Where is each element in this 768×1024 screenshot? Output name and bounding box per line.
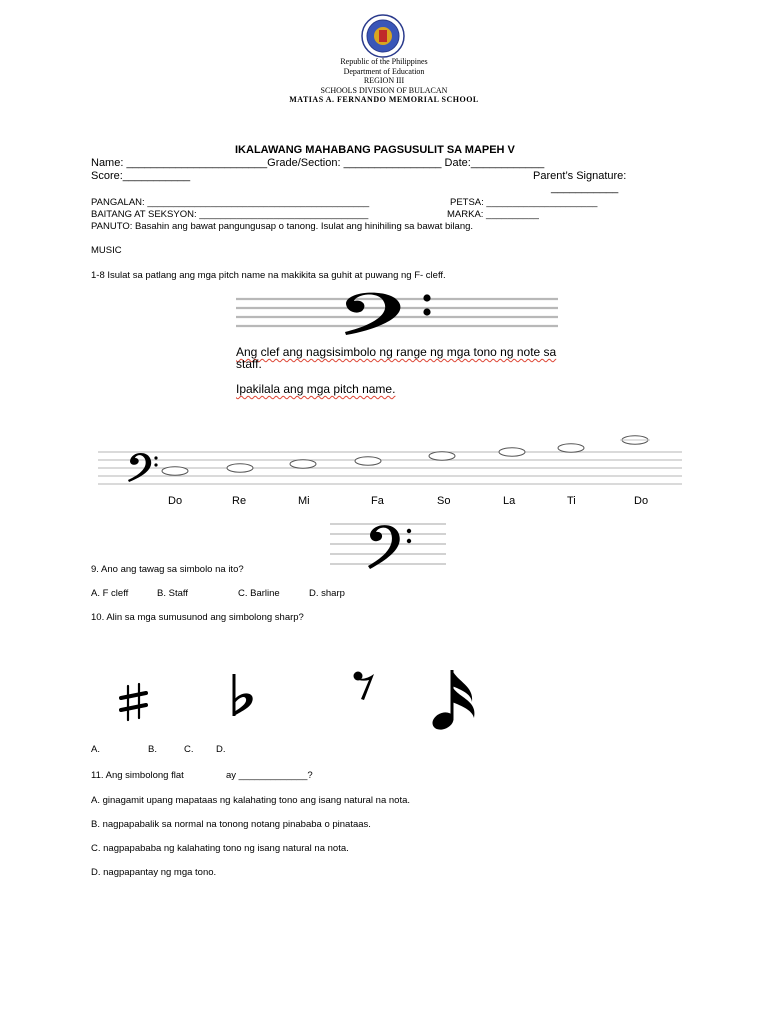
pitch-name: Mi (298, 495, 310, 507)
q10-letter-a: A. (91, 744, 100, 755)
parent-signature-label: Parent’s Signature: (533, 170, 627, 182)
department-line: Department of Education (343, 66, 425, 76)
name-line: Name: _______________________Grade/Section: ________________ Date:____________ (91, 157, 545, 169)
division-line: SCHOOLS DIVISION OF BULACAN (320, 85, 448, 95)
q9-prompt: 9. Ano ang tawag sa simbolo na ito? (91, 564, 244, 575)
sixteenth-note-icon (428, 664, 488, 734)
pitch-name: So (437, 495, 451, 507)
score-line: Score:___________ (91, 170, 191, 182)
q9-choice-a: A. F cleff (91, 588, 129, 599)
parent-signature-blank: ___________ (551, 182, 619, 194)
pitch-name: Do (634, 495, 649, 507)
q10-letter-c: C. (184, 744, 194, 755)
rest-icon (349, 668, 383, 702)
baitang-line: BAITANG AT SEKSYON: ________________________________ (91, 209, 369, 220)
pitch-caption: Ipakilala ang mga pitch name. (236, 382, 396, 396)
note-re (227, 464, 253, 472)
q11-option-b: B. nagpapabalik sa normal na tonong notang pinababa o pinataas. (91, 819, 371, 830)
small-f-clef-image (330, 518, 448, 570)
q10-prompt: 10. Alin sa mga sumusunod ang simbolong sharp? (91, 612, 304, 623)
q11-prompt-start: 11. Ang simbolong flat (91, 770, 184, 781)
marka-line: MARKA: __________ (447, 209, 539, 220)
q11-option-d: D. nagpapantay ng mga tono. (91, 867, 217, 878)
pitch-name: La (503, 495, 516, 507)
f-clef-staff-image (236, 287, 560, 337)
pangalan-line: PANGALAN: __________________________________________ (91, 197, 370, 208)
q1-8-prompt: 1-8 Isulat sa patlang ang mga pitch name na makikita sa guhit at puwang ng F- cleff. (91, 270, 446, 281)
exam-title: IKALAWANG MAHABANG PAGSUSULIT SA MAPEH V (235, 144, 515, 156)
q11-option-a: A. ginagamit upang mapataas ng kalahating tono ang isang natural na nota. (91, 795, 411, 806)
pitch-name: Do (168, 495, 183, 507)
q10-letter-d: D. (216, 744, 226, 755)
q11-option-c: C. nagpapababa ng kalahating tono ng isang natural na nota. (91, 843, 349, 854)
flat-icon (228, 672, 260, 720)
q10-letter-b: B. (148, 744, 157, 755)
q9-choice-c: C. Barline (238, 588, 280, 599)
note-la (499, 448, 525, 456)
q11-prompt-end: ay _____________? (226, 770, 313, 781)
note-ti (558, 444, 584, 452)
note-do (162, 467, 188, 475)
deped-seal-icon (361, 14, 405, 58)
note-fa (355, 457, 381, 465)
section-music: MUSIC (91, 245, 122, 256)
petsa-line: PETSA: _____________________ (450, 197, 598, 208)
q9-choice-b: B. Staff (157, 588, 188, 599)
pitch-name: Fa (371, 495, 384, 507)
sharp-icon (118, 682, 150, 724)
republic-line: Republic of the Philippines (340, 57, 428, 66)
clef-caption-line1: Ang clef ang nagsisimbolo ng range ng mga tono ng note sa (236, 345, 557, 359)
q9-choice-d: D. sharp (309, 588, 345, 599)
clef-caption-line2: staff. (236, 357, 262, 371)
f-clef-note-staff (98, 428, 684, 490)
panuto-instructions: PANUTO: Basahin ang bawat pangungusap o tanong. Isulat ang hinihiling sa bawat bilang. (91, 221, 474, 232)
note-so (429, 452, 455, 460)
pitch-name: Ti (567, 495, 576, 507)
school-name: MATIAS A. FERNANDO MEMORIAL SCHOOL (289, 95, 479, 104)
note-mi (290, 460, 316, 468)
region-line: REGION III (363, 76, 405, 85)
pitch-name: Re (232, 495, 247, 507)
